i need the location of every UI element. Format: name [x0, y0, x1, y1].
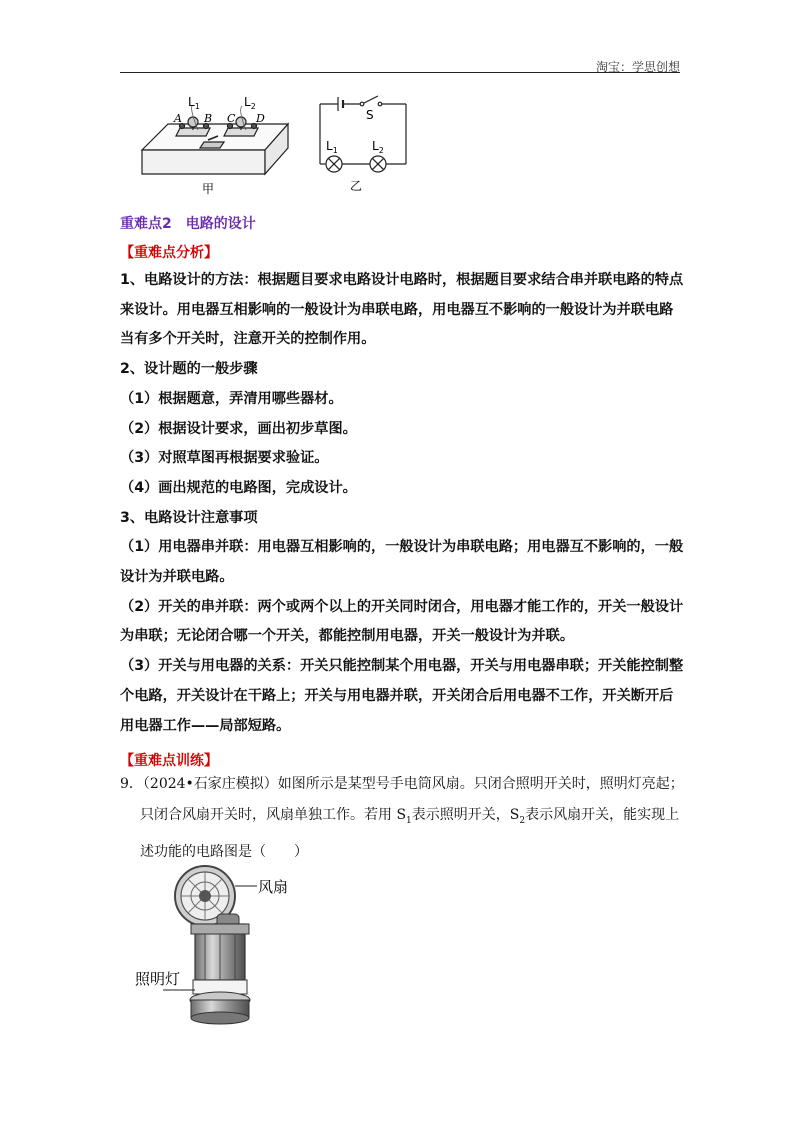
analysis-line: （1）根据题意，弄清用哪些器材。: [120, 390, 343, 407]
figure-yi: [312, 92, 412, 194]
header-text: 淘宝：学思创想: [595, 60, 680, 74]
analysis-line: 用电器工作——局部短路。: [120, 717, 291, 734]
analysis-line: 个电路，开关设计在干路上；开关与用电器并联，开关闭合后用电器不工作，开关断开后: [120, 687, 674, 704]
light-label: 照明灯: [135, 970, 181, 988]
analysis-line: （4）画出规范的电路图，完成设计。: [120, 479, 357, 496]
yi-l1-label: $L_1$: [326, 139, 338, 155]
jia-label-c: C: [227, 112, 236, 125]
analysis-heading: 【重难点分析】: [120, 245, 218, 261]
analysis-line: （1）用电器串并联：用电器互相影响的，一般设计为串联电路；用电器互不影响的，一般: [120, 539, 684, 556]
q9-line-2: 只闭合风扇开关时，风扇单独工作。若用 $S_1$表示照明开关，$S_2$表示风扇开关，能实现上: [140, 807, 680, 826]
fan-label: 风扇: [258, 878, 289, 896]
section-title: 重难点2 电路的设计: [120, 216, 256, 232]
q9-line-1: 9．（2024•石家庄模拟）如图所示是某型号手电筒风扇。只闭合照明开关时，照明灯亮起；: [120, 776, 684, 792]
yi-switch-label: S: [366, 108, 374, 122]
analysis-line: 2、设计题的一般步骤: [120, 361, 258, 378]
jia-caption: 甲: [202, 182, 215, 196]
analysis-line: 设计为并联电路。: [120, 569, 234, 586]
analysis-line: 当有多个开关时，注意开关的控制作用。: [120, 331, 376, 348]
header-rule: [120, 72, 680, 73]
q9-line-3: 述功能的电路图是（ ）: [140, 843, 308, 860]
jia-l1-label: $L_1$: [188, 95, 200, 111]
analysis-line: （2）开关的串并联：两个或两个以上的开关同时闭合，用电器才能工作的，开关一般设计: [120, 598, 684, 615]
analysis-line: （3）开关与用电器的关系：开关只能控制某个用电器，开关与用电器串联；开关能控制整: [120, 658, 684, 675]
figure-jia: [130, 92, 300, 197]
analysis-line: （3）对照草图再根据要求验证。: [120, 450, 329, 467]
analysis-body: [120, 266, 685, 741]
analysis-line: （2）根据设计要求，画出初步草图。: [120, 420, 357, 437]
yi-caption: 乙: [350, 179, 363, 193]
yi-l2-label: $L_2$: [372, 139, 384, 155]
fan-flashlight-figure: [135, 862, 305, 1027]
question-9: [120, 769, 690, 868]
jia-label-a: A: [174, 112, 182, 125]
jia-label-b: B: [204, 112, 213, 125]
analysis-line: 1、电路设计的方法：根据题目要求电路设计电路时，根据题目要求结合串并联电路的特点: [120, 272, 684, 288]
analysis-line: 来设计。用电器互相影响的一般设计为串联电路，用电器互不影响的一般设计为并联电路: [120, 301, 674, 318]
jia-label-d: D: [256, 112, 265, 125]
analysis-line: 为串联；无论闭合哪一个开关，都能控制用电器，开关一般设计为并联。: [120, 628, 575, 645]
training-heading: 【重难点训练】: [120, 753, 218, 769]
analysis-line: 3、电路设计注意事项: [120, 509, 258, 526]
jia-l2-label: $L_2$: [244, 95, 256, 111]
